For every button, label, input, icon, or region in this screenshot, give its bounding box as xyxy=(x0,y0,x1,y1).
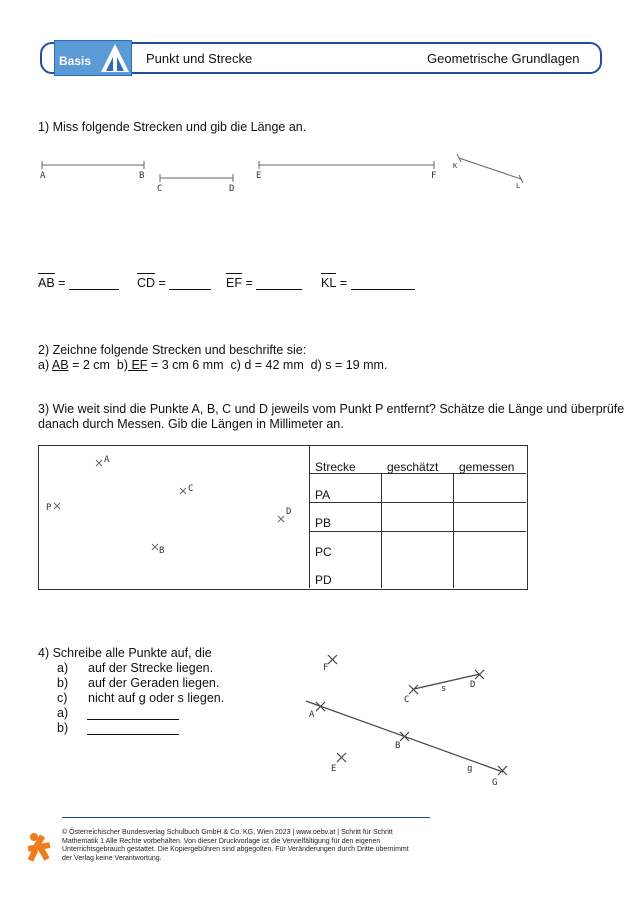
task4-item-a-text: auf der Strecke liegen. xyxy=(88,661,214,675)
task4-answer-blank-a[interactable] xyxy=(87,719,179,720)
task3-point-marks xyxy=(38,445,310,588)
task2-prompt: 2) Zeichne folgende Strecken und beschrifte sie: xyxy=(38,343,307,357)
answer-kl: KL = xyxy=(321,276,415,290)
task4-item-b-label: b) xyxy=(57,676,69,690)
footer-divider xyxy=(62,817,430,818)
task4-prompt: 4) Schreibe alle Punkte auf, die xyxy=(38,646,212,660)
point-label-f: F xyxy=(323,663,329,673)
point-label-l: L xyxy=(516,182,521,190)
task3-prompt-line2: danach durch Messen. Gib die Längen in Millimeter an. xyxy=(38,417,344,431)
point-label-b: B xyxy=(159,546,165,556)
answer-ef: EF = xyxy=(226,276,302,290)
answer-blank-ab[interactable] xyxy=(69,289,119,290)
point-label-c: C xyxy=(404,695,410,705)
point-label-p: P xyxy=(46,503,52,513)
point-label-d: D xyxy=(286,507,292,517)
table-header-gemessen: gemessen xyxy=(459,460,515,474)
answer-cd: CD = xyxy=(137,276,211,290)
table-row-line xyxy=(309,502,526,503)
task4-answer-b: b) xyxy=(57,721,179,735)
table-row-pc: PC xyxy=(315,545,332,559)
section-title: Geometrische Grundlagen xyxy=(427,51,580,66)
point-label-d: D xyxy=(229,184,235,194)
table-header-strecke: Strecke xyxy=(315,460,356,474)
point-label-a: A xyxy=(40,171,46,181)
point-label-e: E xyxy=(331,764,337,774)
point-label-c: C xyxy=(157,184,163,194)
point-label-d: D xyxy=(470,680,476,690)
task1-prompt: 1) Miss folgende Strecken und gib die Länge an. xyxy=(38,120,307,134)
table-row-line xyxy=(309,531,526,532)
table-row-pd: PD xyxy=(315,573,332,587)
answer-blank-kl[interactable] xyxy=(351,289,415,290)
task3-prompt-line1: 3) Wie weit sind die Punkte A, B, C und D jeweils vom Punkt P entfernt? Schätze die Länge und überprüfe xyxy=(38,402,625,416)
point-label-k: K xyxy=(453,162,458,170)
task4-item-c-label: c) xyxy=(57,691,68,705)
task4-item-b-text: auf der Geraden liegen. xyxy=(88,676,220,690)
table-header-geschaetzt: geschätzt xyxy=(387,460,439,474)
task1-segments xyxy=(0,150,640,200)
table-row-pa: PA xyxy=(315,488,331,502)
point-label-b: B xyxy=(395,741,401,751)
point-label-a: A xyxy=(309,710,315,720)
logo-label: Basis xyxy=(59,54,92,68)
point-label-f: F xyxy=(431,171,437,181)
task4-answer-a: a) xyxy=(57,706,179,720)
line-label-g: g xyxy=(467,764,473,774)
point-label-g: G xyxy=(492,778,498,788)
publisher-logo-icon xyxy=(26,832,54,862)
answer-ab: AB = xyxy=(38,276,119,290)
answer-blank-cd[interactable] xyxy=(169,289,211,290)
task4-answer-blank-b[interactable] xyxy=(87,734,179,735)
point-label-e: E xyxy=(256,171,262,181)
task2-items: a) AB = 2 cm b) EF = 3 cm 6 mm c) d = 42 mm d) s = 19 mm. xyxy=(38,358,388,372)
task4-item-a-label: a) xyxy=(57,661,69,675)
answer-blank-ef[interactable] xyxy=(256,289,302,290)
task4-item-c-text: nicht auf g oder s liegen. xyxy=(88,691,225,705)
point-label-a: A xyxy=(104,455,110,465)
point-label-c: C xyxy=(188,484,194,494)
page-title: Punkt und Strecke xyxy=(146,51,253,66)
table-row-pb: PB xyxy=(315,516,332,530)
point-label-b: B xyxy=(139,171,145,181)
segment-label-s: s xyxy=(441,684,447,694)
footer-text: © Österreichischer Bundesverlag Schulbuch GmbH & Co. KG, Wien 2023 | www.oebv.at | Schritt für Schritt Mathematik 1 Alle Rechte vorbehalten. Von dieser Druckvorlage ist die Vervielfältigung für den eigenen Unterrichtsgebrauch gestattet. Die Kopiergebühren sind abgegolten. Für Veränderungen durch Dritte übernimmt der Verlag keine Verantwortung. xyxy=(62,829,409,862)
